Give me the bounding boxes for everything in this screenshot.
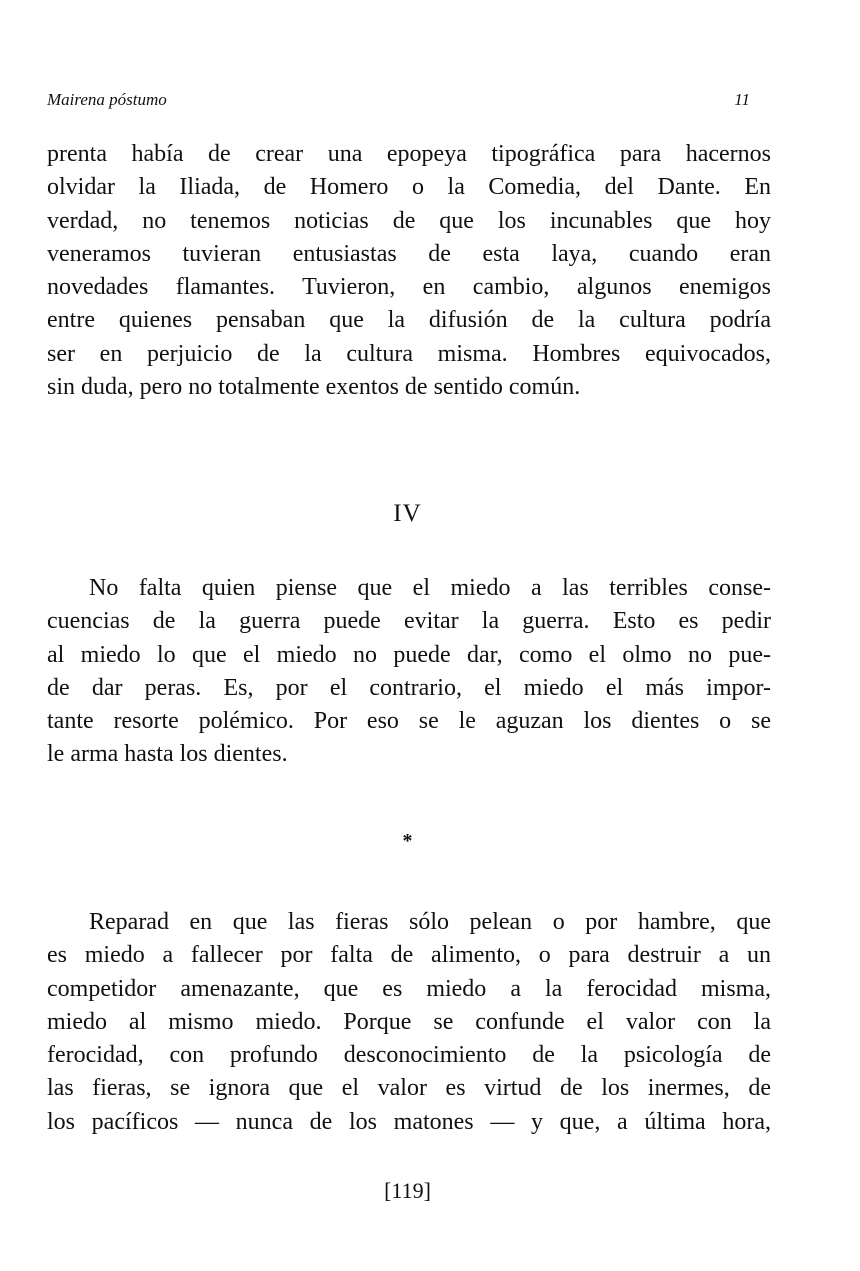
text-line: de dar peras. Es, por el contrario, el miedo el más impor- <box>47 674 771 701</box>
asterisk-separator: * <box>402 830 413 852</box>
text-line: prenta había de crear una epopeya tipográfica para hacernos <box>47 141 771 167</box>
page-number: [119] <box>384 1178 431 1203</box>
text-line: No falta quien piense que el miedo a las terribles conse- <box>89 575 771 601</box>
text-line: novedades flamantes. Tuvieron, en cambio, algunos enemigos <box>47 274 771 301</box>
text-line: veneramos tuvieran entusiastas de esta laya, cuando eran <box>47 240 771 267</box>
text-line: sin duda, pero no totalmente exentos de sentido común. <box>47 374 581 401</box>
text-line: Reparad en que las fieras sólo pelean o por hambre, que <box>89 909 771 935</box>
text-line: ser en perjuicio de la cultura misma. Hombres equivocados, <box>47 340 771 367</box>
text-line: es miedo a fallecer por falta de alimento, o para destruir a un <box>47 942 771 969</box>
text-line: ferocidad, con profundo desconocimiento de la psicología de <box>47 1042 771 1069</box>
section-heading: IV <box>393 500 422 527</box>
text-line: competidor amenazante, que es miedo a la ferocidad misma, <box>47 975 771 1002</box>
running-header <box>47 90 750 114</box>
text-line: entre quienes pensaban que la difusión de la cultura podría <box>47 307 771 334</box>
text-line: verdad, no tenemos noticias de que los incunables que hoy <box>47 207 771 234</box>
running-title: Mairena póstumo <box>47 90 167 109</box>
paragraph-continuation <box>47 138 771 404</box>
text-line: las fieras, se ignora que el valor es virtud de los inermes, de <box>47 1075 771 1102</box>
text-line: miedo al mismo miedo. Porque se confunde el valor con la <box>47 1008 771 1035</box>
text-line: cuencias de la guerra puede evitar la guerra. Esto es pedir <box>47 608 771 635</box>
text-line: le arma hasta los dientes. <box>47 741 288 768</box>
text-line: tante resorte polémico. Por eso se le aguzan los dientes o se <box>47 708 771 735</box>
paragraph-miedo <box>47 572 771 772</box>
text-line: olvidar la Iliada, de Homero o la Comedia, del Dante. En <box>47 174 771 201</box>
folio-number: 11 <box>734 90 750 109</box>
text-line: al miedo lo que el miedo no puede dar, como el olmo no pue- <box>47 641 771 668</box>
paragraph-fieras <box>47 906 771 1139</box>
text-line: los pacíficos — nunca de los matones — y que, a última hora, <box>47 1108 771 1135</box>
